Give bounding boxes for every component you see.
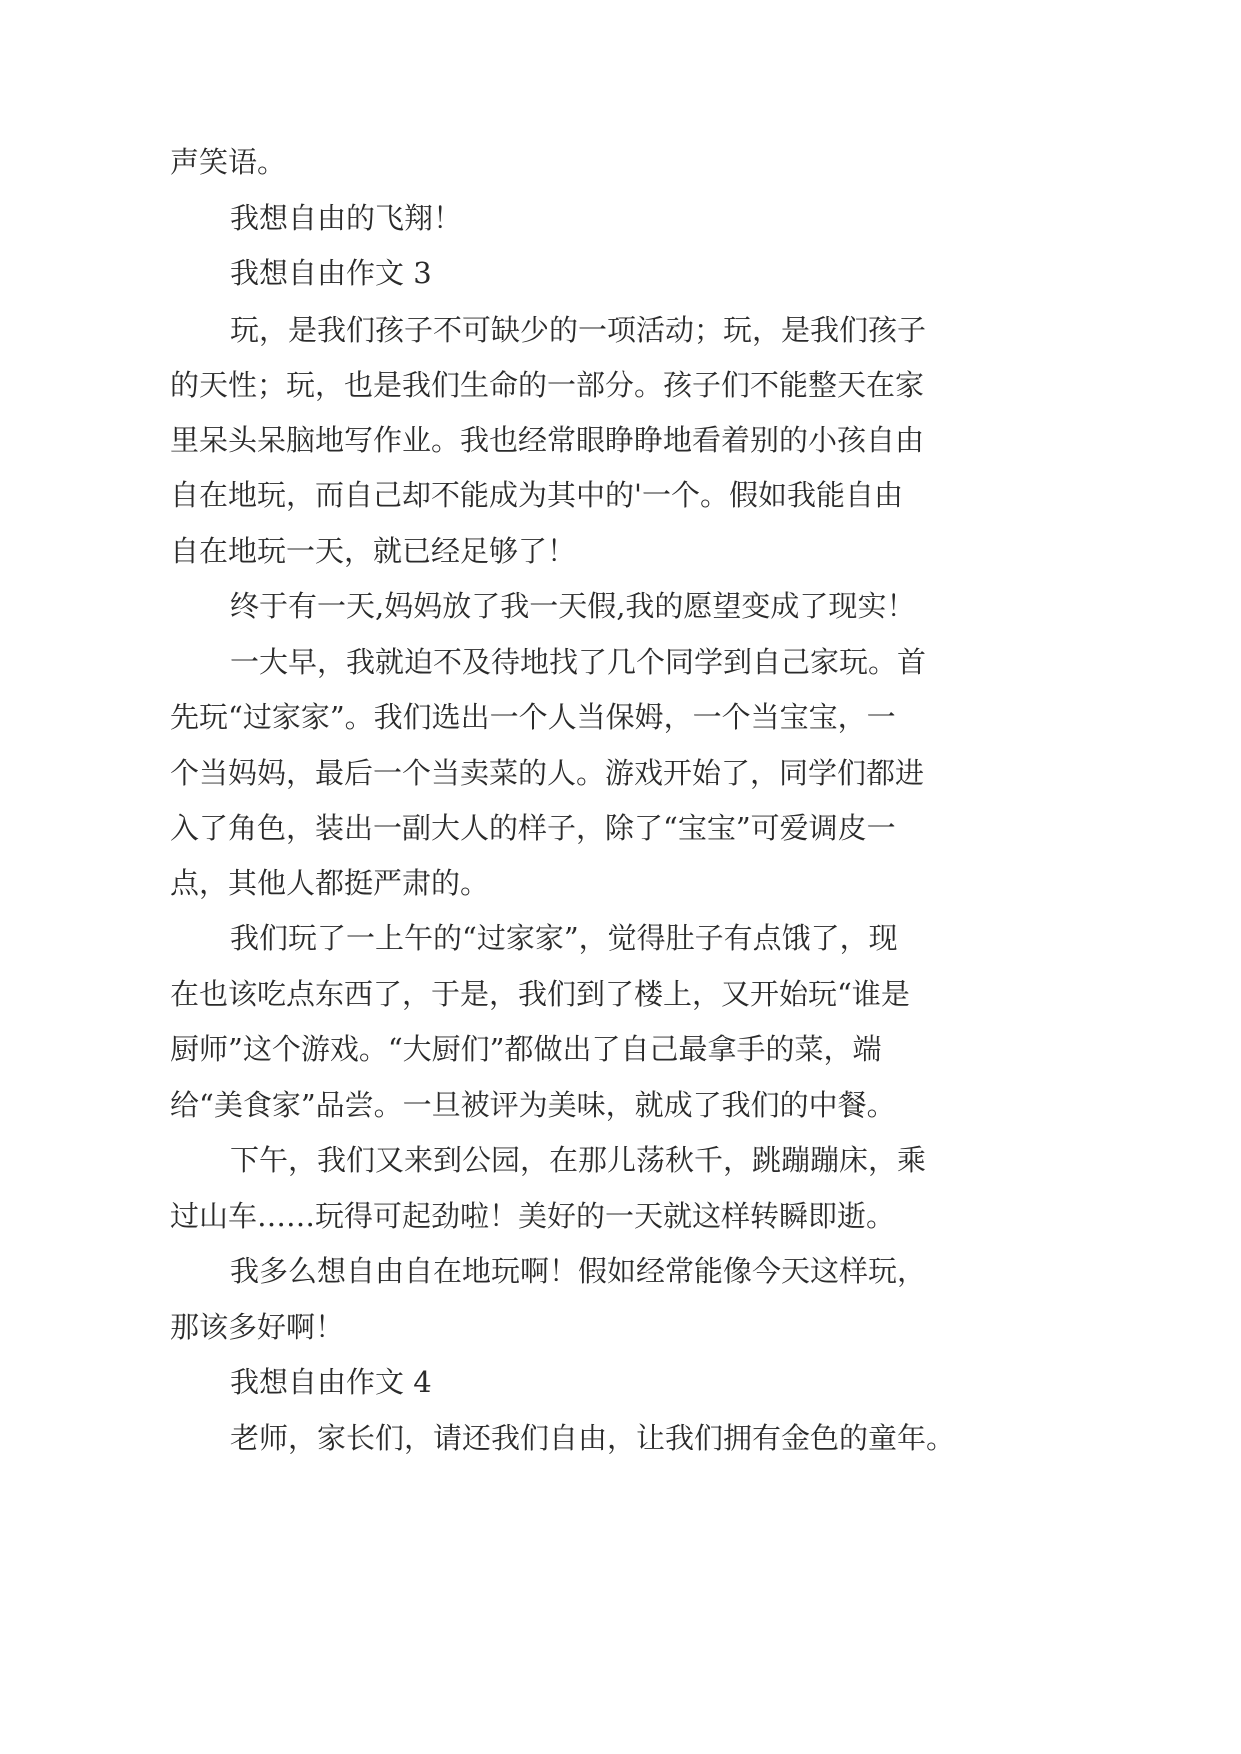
text-line: 我多么想自由自在地玩啊！假如经常能像今天这样玩， [230,1254,927,1288]
text-line: 终于有一天,妈妈放了我一天假,我的愿望变成了现实！ [230,589,916,623]
text-line: 在也该吃点东西了，于是，我们到了楼上，又开始玩“谁是 [170,977,910,1011]
text-line: 给“美食家”品尝。一旦被评为美味，就成了我们的中餐。 [170,1088,896,1122]
text-line: 自在地玩一天，就已经足够了！ [170,534,577,568]
section-heading: 我想自由作文 3 [230,256,432,290]
text-line: 个当妈妈，最后一个当卖菜的人。游戏开始了，同学们都进 [170,756,925,790]
text-line: 里呆头呆脑地写作业。我也经常眼睁睁地看着别的小孩自由 [170,423,925,457]
text-line: 自在地玩，而自己却不能成为其中的'一个。假如我能自由 [170,478,903,512]
text-line: 声笑语。 [170,145,287,179]
text-line: 下午，我们又来到公园，在那儿荡秋千，跳蹦蹦床，乘 [230,1143,927,1177]
text-line: 厨师”这个游戏。“大厨们”都做出了自己最拿手的菜，端 [170,1032,882,1066]
text-line: 我们玩了一上午的“过家家”，觉得肚子有点饿了，现 [230,921,898,955]
section-heading: 我想自由作文 4 [230,1365,432,1399]
text-line: 入了角色，装出一副大人的样子，除了“宝宝”可爱调皮一 [170,811,896,845]
text-line: 的天性；玩，也是我们生命的一部分。孩子们不能整天在家 [170,368,925,402]
text-line: 玩，是我们孩子不可缺少的一项活动；玩，是我们孩子 [230,313,927,347]
text-line: 一大早，我就迫不及待地找了几个同学到自己家玩。首 [230,645,927,679]
text-line: 过山车……玩得可起劲啦！美好的一天就这样转瞬即逝。 [170,1199,896,1233]
text-line: 点，其他人都挺严肃的。 [170,866,490,900]
text-line: 老师，家长们，请还我们自由，让我们拥有金色的童年。 [230,1421,956,1455]
text-line: 我想自由的飞翔！ [230,201,463,235]
text-line: 那该多好啊！ [170,1310,345,1344]
text-line: 先玩“过家家”。我们选出一个人当保姆，一个当宝宝，一 [170,700,896,734]
